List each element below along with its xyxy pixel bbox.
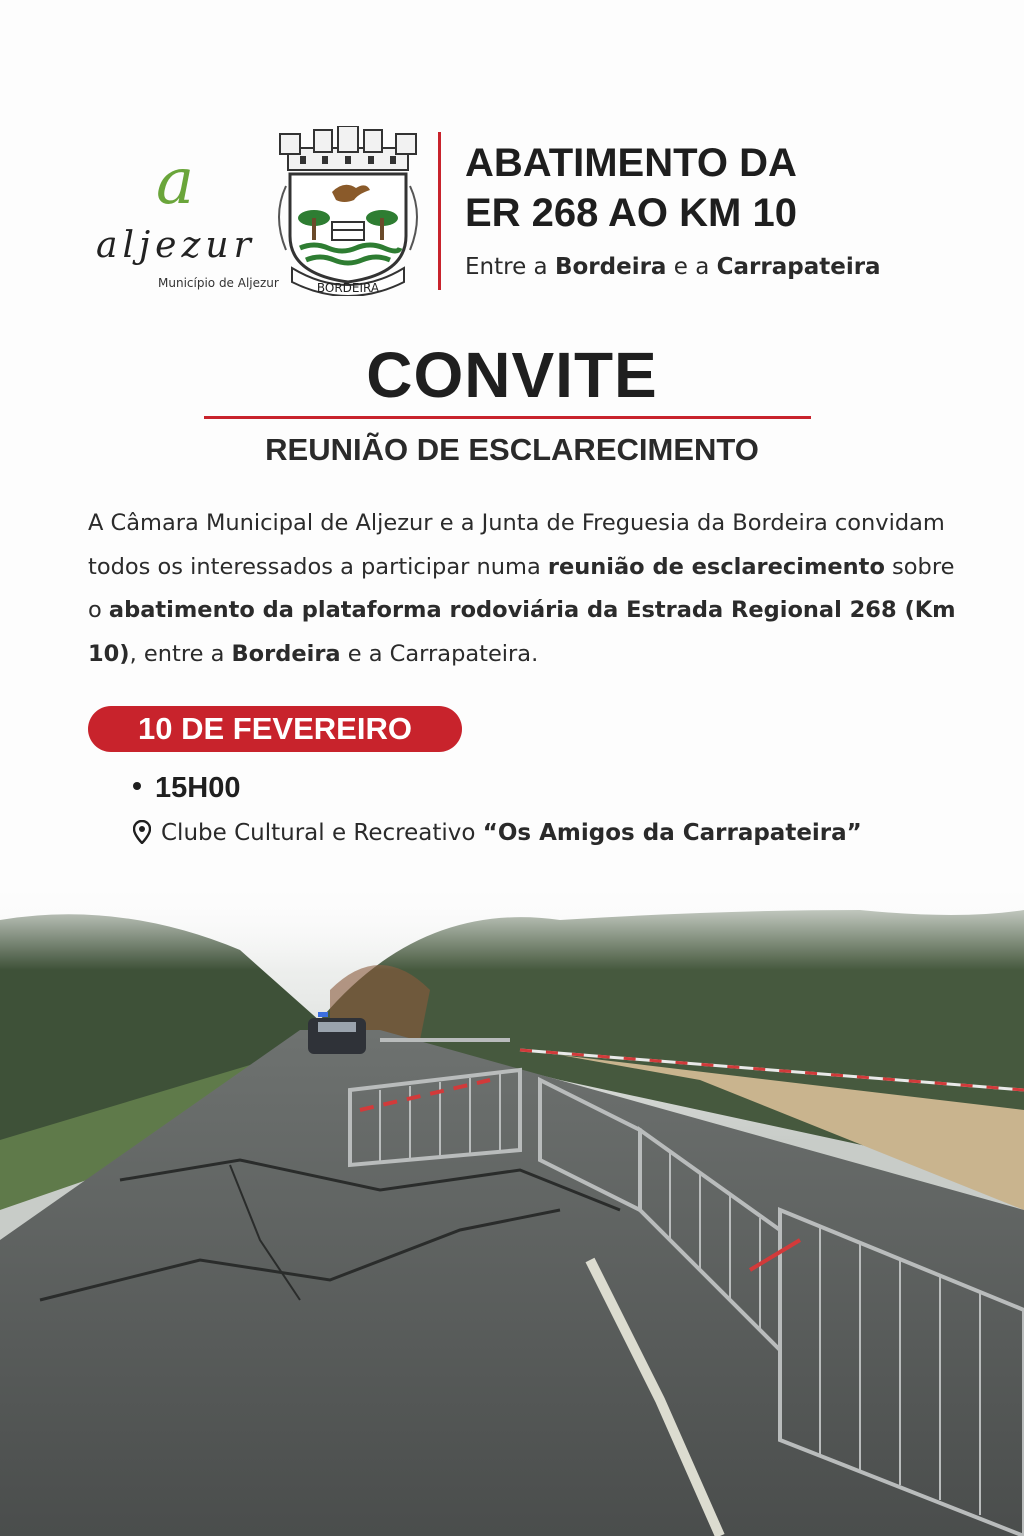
header-title [465,138,985,238]
bullet-dot-icon [133,782,141,790]
heading-underline [204,416,811,419]
logo-name: aljezur [96,225,256,266]
bordeira-crest-emblem [270,126,426,296]
route-prefix: Entre a [465,254,548,280]
header-divider [438,132,441,290]
aljezur-logo [96,145,296,300]
header-title-line2: ER 268 AO KM 10 [465,191,797,235]
body-part: e a Carrapateira. [340,640,539,667]
header-title-line1: ABATIMENTO DA [465,141,797,185]
body-part: , entre a [129,640,232,667]
body-bold: reunião de esclarecimento [547,553,885,580]
place-row [133,820,862,846]
body-part: A Câmara Municipal de Aljezur e a Junta de Freguesia da Bordeira convidam todos os interessados a participar numa [88,510,945,580]
logo-letter: a [156,145,195,219]
body-part: sobre o [88,553,955,623]
crest-ribbon-text: BORDEIRA [316,281,380,295]
damaged-road-photo [0,880,1024,1536]
body-bold: abatimento da plataforma rodoviária da Estrada Regional 268 (Km 10) [88,597,956,667]
place-prefix: Clube Cultural e Recreativo [161,820,483,846]
date-badge: 10 DE FEVEREIRO [88,706,462,752]
logo-subtitle: Município de Aljezur [158,276,279,290]
place-name: “Os Amigos da Carrapateira” [482,820,862,846]
body-bold: Bordeira [231,640,341,667]
time-text: 15H00 [155,772,241,804]
invite-subheading: REUNIÃO DE ESCLARECIMENTO [265,432,759,467]
route-from: Bordeira [554,254,667,280]
invite-heading: CONVITE [366,339,658,411]
time-row [133,772,240,805]
invite-body-text [88,502,968,676]
header-route [465,254,881,280]
route-to: Carrapateira [716,254,881,280]
location-pin-icon [133,820,151,844]
route-mid: e a [673,254,710,280]
